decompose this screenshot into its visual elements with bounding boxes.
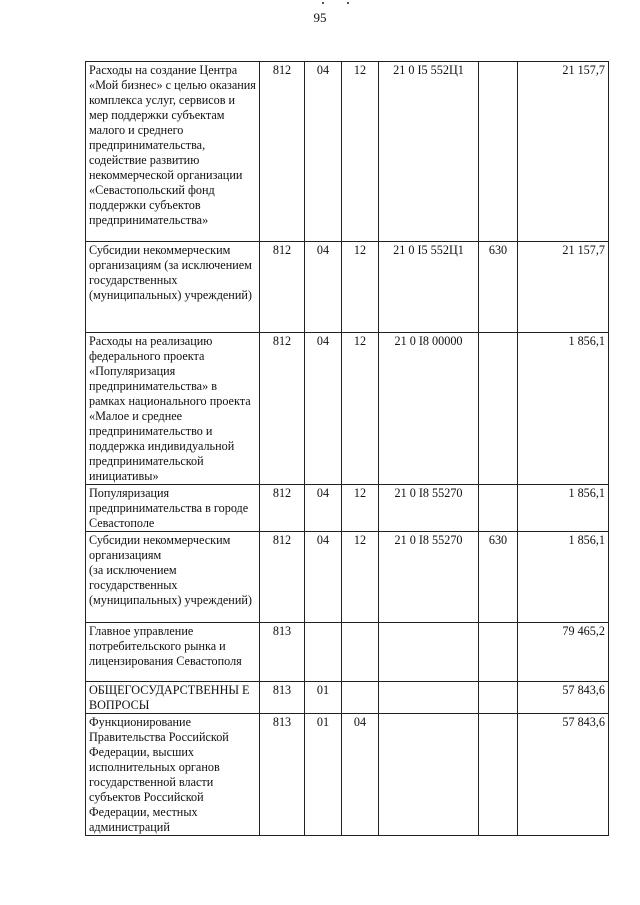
row-name: Расходы на создание Центра «Мой бизнес» с целью оказания комплекса услуг, сервисов и мер поддержки субъектам малого и среднего предпринимательства, содействие развитию некоммерческой организации «Севастопольский фонд поддержки субъектов предпринимательства» [86,62,260,242]
row-pr: 12 [342,242,379,333]
row-ved: 813 [260,682,305,714]
row-ved: 813 [260,714,305,836]
budget-table [85,61,609,836]
row-rz [305,623,342,682]
table-row [86,242,609,333]
row-pr [342,682,379,714]
row-name: Функционирование Правительства Российской Федерации, высших исполнительных органов государственной власти субъектов Российской Федерации, местных администраций [86,714,260,836]
row-name: Субсидии некоммерческим организациям (за исключением государственных (муниципальных) учреждений) [86,532,260,623]
row-vr [479,333,518,485]
row-csr: 21 0 I8 55270 [379,485,479,532]
row-vr [479,714,518,836]
row-csr [379,623,479,682]
table-row [86,485,609,532]
row-vr: 630 [479,242,518,333]
row-vr [479,485,518,532]
row-rz: 04 [305,485,342,532]
row-rz: 04 [305,333,342,485]
row-sum: 1 856,1 [518,485,609,532]
row-rz: 04 [305,62,342,242]
table-row [86,333,609,485]
row-sum: 57 843,6 [518,714,609,836]
row-ved: 813 [260,623,305,682]
row-sum: 1 856,1 [518,532,609,623]
row-name: Расходы на реализацию федерального проекта «Популяризация предпринимательства» в рамках национального проекта «Малое и среднее предпринимательство и поддержка индивидуальной предпринимательской инициативы» [86,333,260,485]
row-ved: 812 [260,62,305,242]
row-vr [479,623,518,682]
row-csr: 21 0 I8 00000 [379,333,479,485]
scan-artifact [322,2,324,4]
table-row [86,714,609,836]
table-row [86,532,609,623]
row-rz: 04 [305,532,342,623]
row-sum: 1 856,1 [518,333,609,485]
table-row [86,682,609,714]
row-name: Главное управление потребительского рынка и лицензирования Севастополя [86,623,260,682]
row-sum: 57 843,6 [518,682,609,714]
row-rz: 01 [305,682,342,714]
row-vr [479,62,518,242]
row-pr: 12 [342,333,379,485]
row-sum: 21 157,7 [518,242,609,333]
table-row [86,623,609,682]
row-rz: 01 [305,714,342,836]
row-csr [379,682,479,714]
row-rz: 04 [305,242,342,333]
row-pr: 04 [342,714,379,836]
row-csr [379,714,479,836]
row-name: Субсидии некоммерческим организациям (за исключением государственных (муниципальных) учреждений) [86,242,260,333]
row-vr: 630 [479,532,518,623]
table-row [86,62,609,242]
row-csr: 21 0 I5 552Ц1 [379,62,479,242]
row-sum: 79 465,2 [518,623,609,682]
scan-artifact [347,2,349,4]
row-ved: 812 [260,485,305,532]
row-ved: 812 [260,532,305,623]
row-vr [479,682,518,714]
row-pr [342,623,379,682]
row-ved: 812 [260,242,305,333]
row-pr: 12 [342,485,379,532]
row-csr: 21 0 I5 552Ц1 [379,242,479,333]
row-pr: 12 [342,62,379,242]
page-number: 95 [313,10,327,25]
row-pr: 12 [342,532,379,623]
row-ved: 812 [260,333,305,485]
row-csr: 21 0 I8 55270 [379,532,479,623]
row-name: ОБЩЕГОСУДАРСТВЕННЫ Е ВОПРОСЫ [86,682,260,714]
row-name: Популяризация предпринимательства в городе Севастополе [86,485,260,532]
row-sum: 21 157,7 [518,62,609,242]
